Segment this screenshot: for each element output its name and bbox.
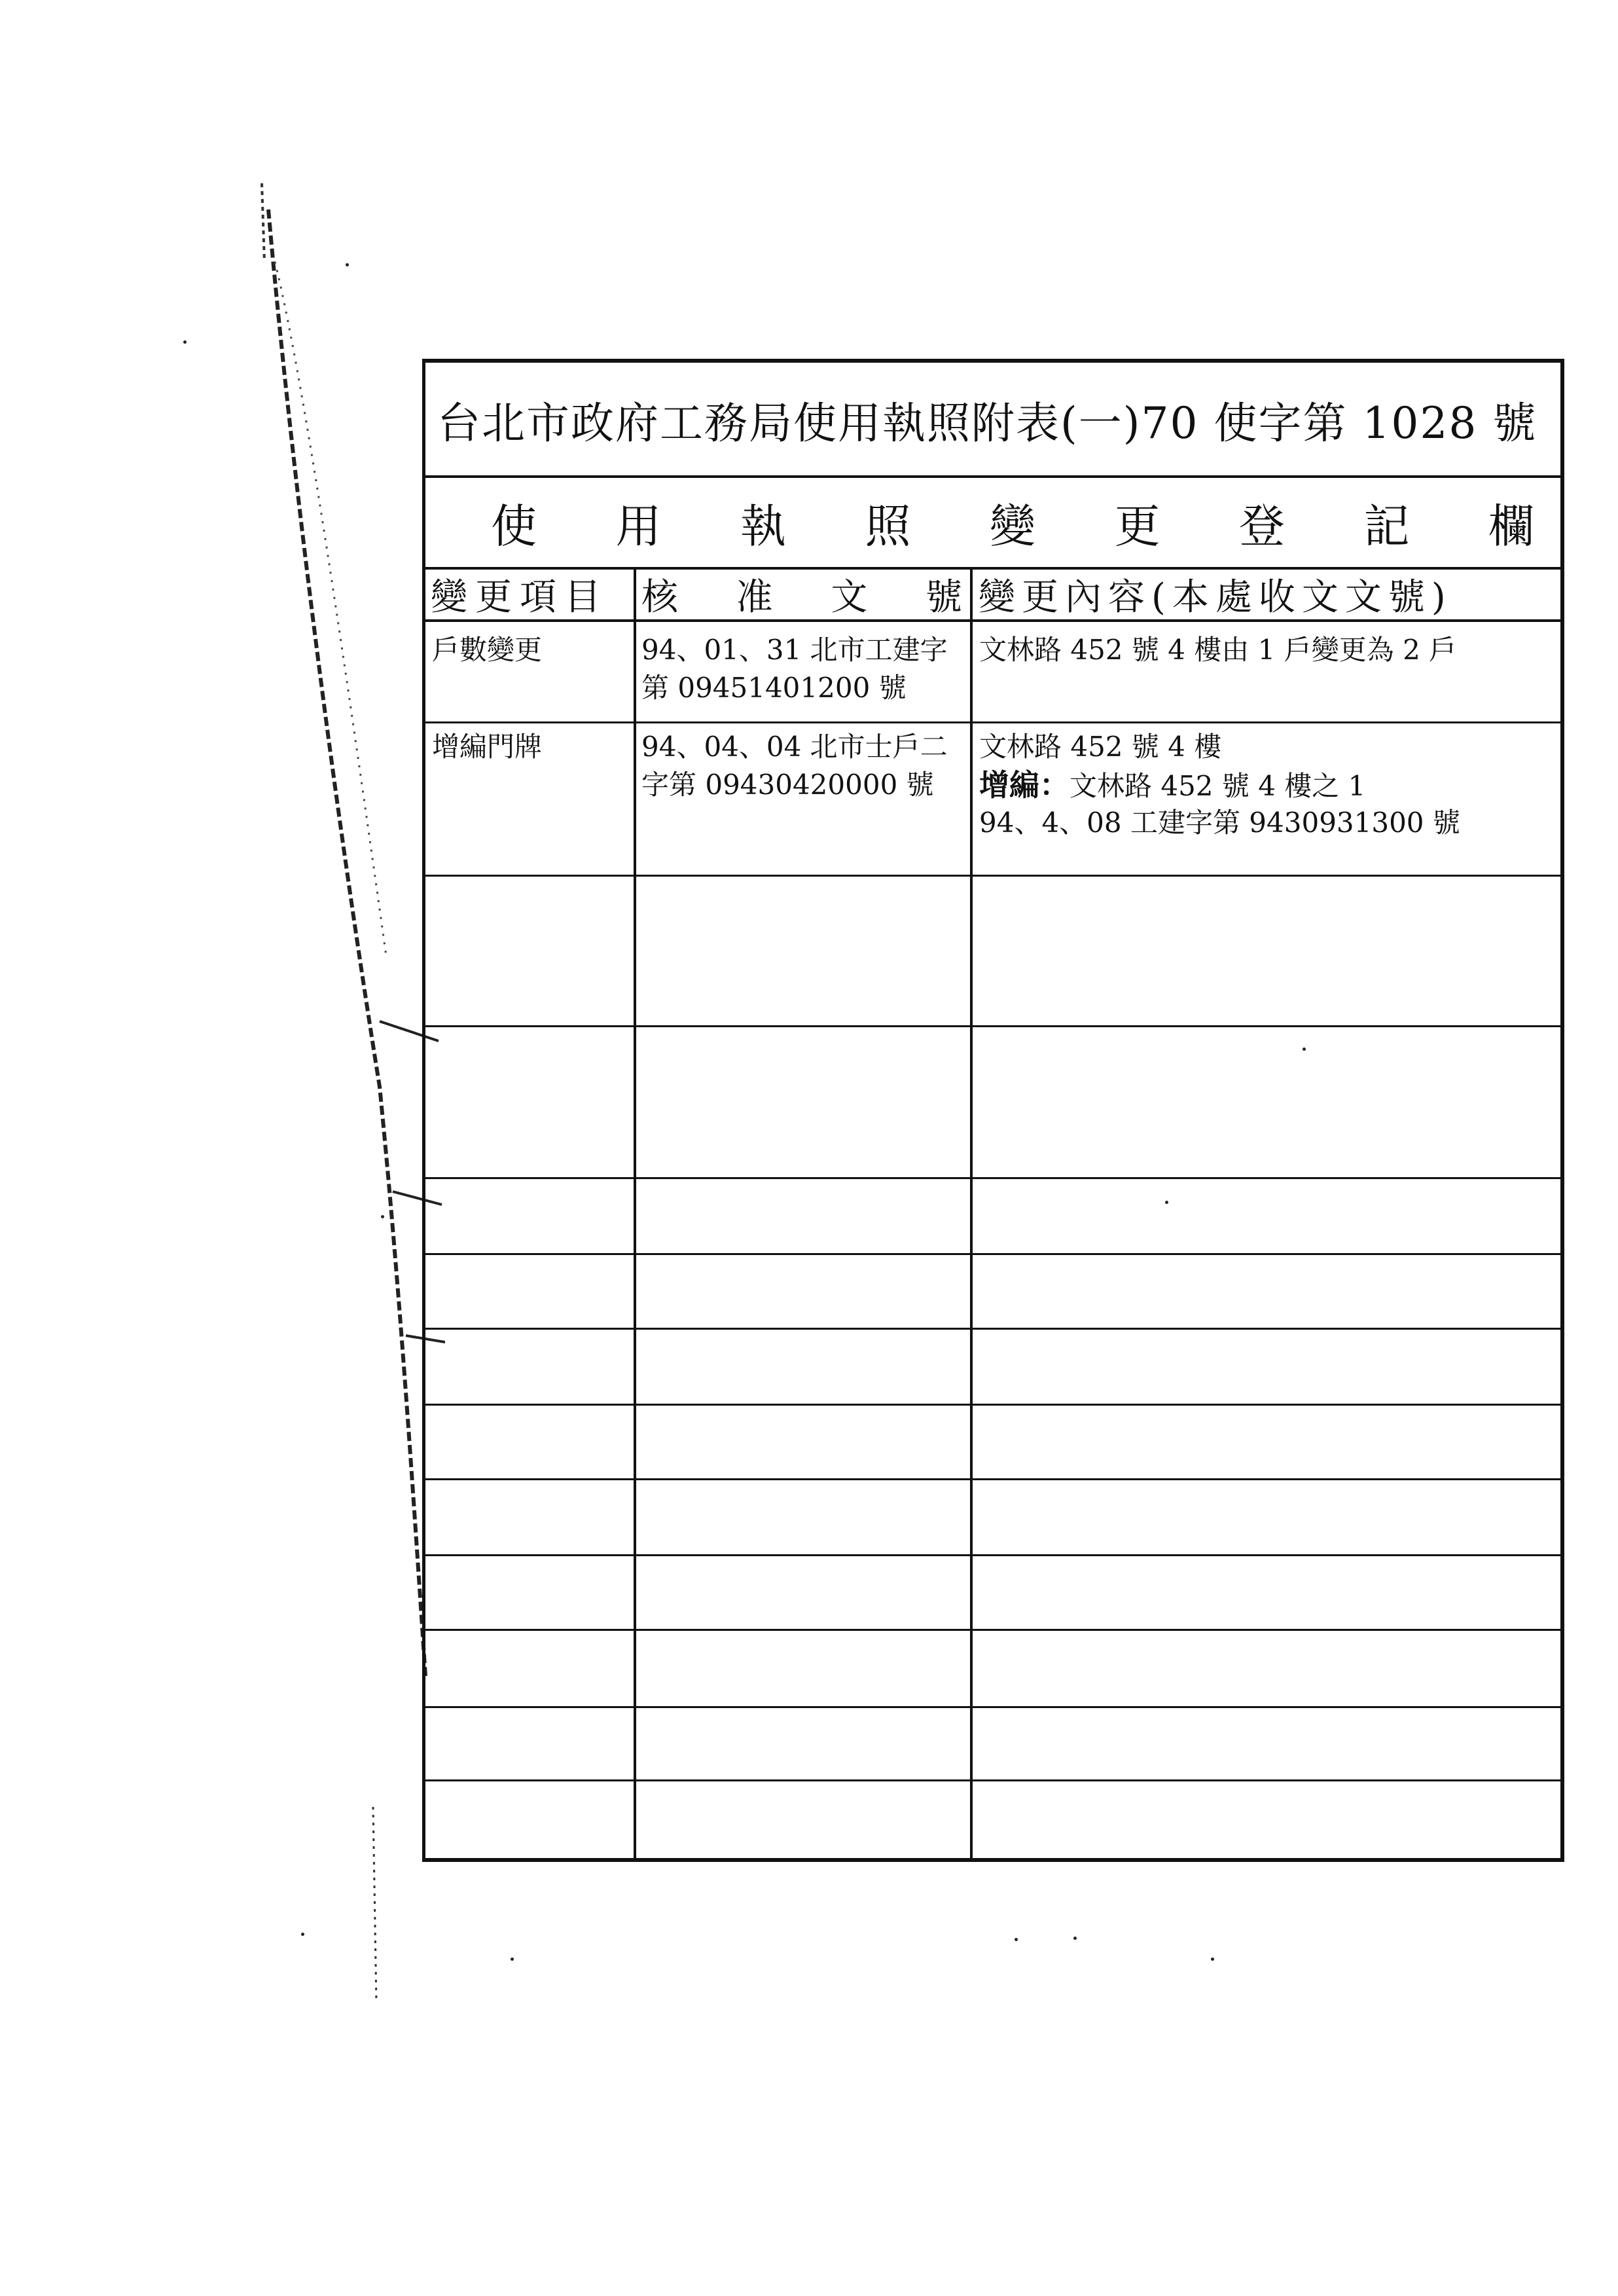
scan-speck xyxy=(183,340,187,344)
content-text: 文林路 452 號 4 樓之 1 xyxy=(1070,770,1366,802)
scan-speck xyxy=(1211,1958,1214,1961)
row-divider xyxy=(425,1779,1560,1781)
column-header-row xyxy=(425,570,1560,622)
row-divider xyxy=(425,1025,1560,1027)
scan-speck xyxy=(381,1215,384,1218)
row-divider xyxy=(425,1478,1560,1480)
approval-header-char: 核 xyxy=(641,576,678,619)
content-prefix: 增編： xyxy=(979,767,1070,803)
row-divider xyxy=(425,1177,1560,1179)
scan-speck xyxy=(1073,1937,1077,1940)
row-divider xyxy=(425,1629,1560,1631)
scan-speck xyxy=(301,1933,304,1936)
table-row-content-line: 94、4、08 工建字第 9430931300 號 xyxy=(979,807,1460,839)
column-header-approval xyxy=(641,570,969,619)
table-row-content-line: 文林路 452 號 4 樓 xyxy=(979,731,1222,763)
heading-char: 更 xyxy=(1114,499,1160,553)
approval-header-char: 號 xyxy=(925,576,962,619)
row-divider xyxy=(425,1404,1560,1406)
heading-char: 變 xyxy=(990,499,1035,553)
table-row-content-line xyxy=(979,767,1365,804)
heading-char: 執 xyxy=(740,499,786,553)
scan-speck xyxy=(1015,1938,1018,1941)
table-row-approval-line: 94、04、04 北市士戶二 xyxy=(641,731,948,763)
column-header-item: 變更項目 xyxy=(431,576,609,619)
table-row-item: 增編門牌 xyxy=(432,731,543,763)
heading-char: 欄 xyxy=(1488,499,1534,553)
row-divider xyxy=(425,721,1560,723)
heading-char: 記 xyxy=(1363,499,1410,553)
form-heading-row xyxy=(425,478,1560,570)
form-title-row xyxy=(425,363,1560,478)
table-row-approval-line: 94、01、31 北市工建字 xyxy=(641,634,948,666)
row-divider xyxy=(425,1253,1560,1255)
scan-edge-artifact xyxy=(249,170,445,2134)
row-divider xyxy=(425,1328,1560,1330)
column-header-content: 變更內容(本處收文文號) xyxy=(979,576,1452,619)
approval-header-char: 准 xyxy=(736,576,773,619)
table-row-approval-line: 第 09451401200 號 xyxy=(641,672,907,704)
row-divider xyxy=(425,1706,1560,1708)
heading-char: 使 xyxy=(491,499,537,553)
column-divider xyxy=(970,570,973,1858)
table-row-content-line: 文林路 452 號 4 樓由 1 戶變更為 2 戶 xyxy=(979,634,1457,666)
row-divider xyxy=(425,1554,1560,1556)
scan-speck xyxy=(511,1958,514,1961)
scan-speck xyxy=(346,263,349,266)
heading-char: 用 xyxy=(615,499,662,553)
heading-char: 登 xyxy=(1239,499,1285,553)
form-title: 台北市政府工務局使用執照附表(一)70 使字第 1028 號 xyxy=(437,397,1537,448)
table-row-approval-line: 字第 09430420000 號 xyxy=(641,769,934,801)
table-row-item: 戶數變更 xyxy=(432,634,543,666)
row-divider xyxy=(425,875,1560,877)
heading-char: 照 xyxy=(865,499,911,553)
approval-header-char: 文 xyxy=(831,576,868,619)
license-change-form xyxy=(422,359,1564,1862)
column-divider xyxy=(634,570,636,1858)
